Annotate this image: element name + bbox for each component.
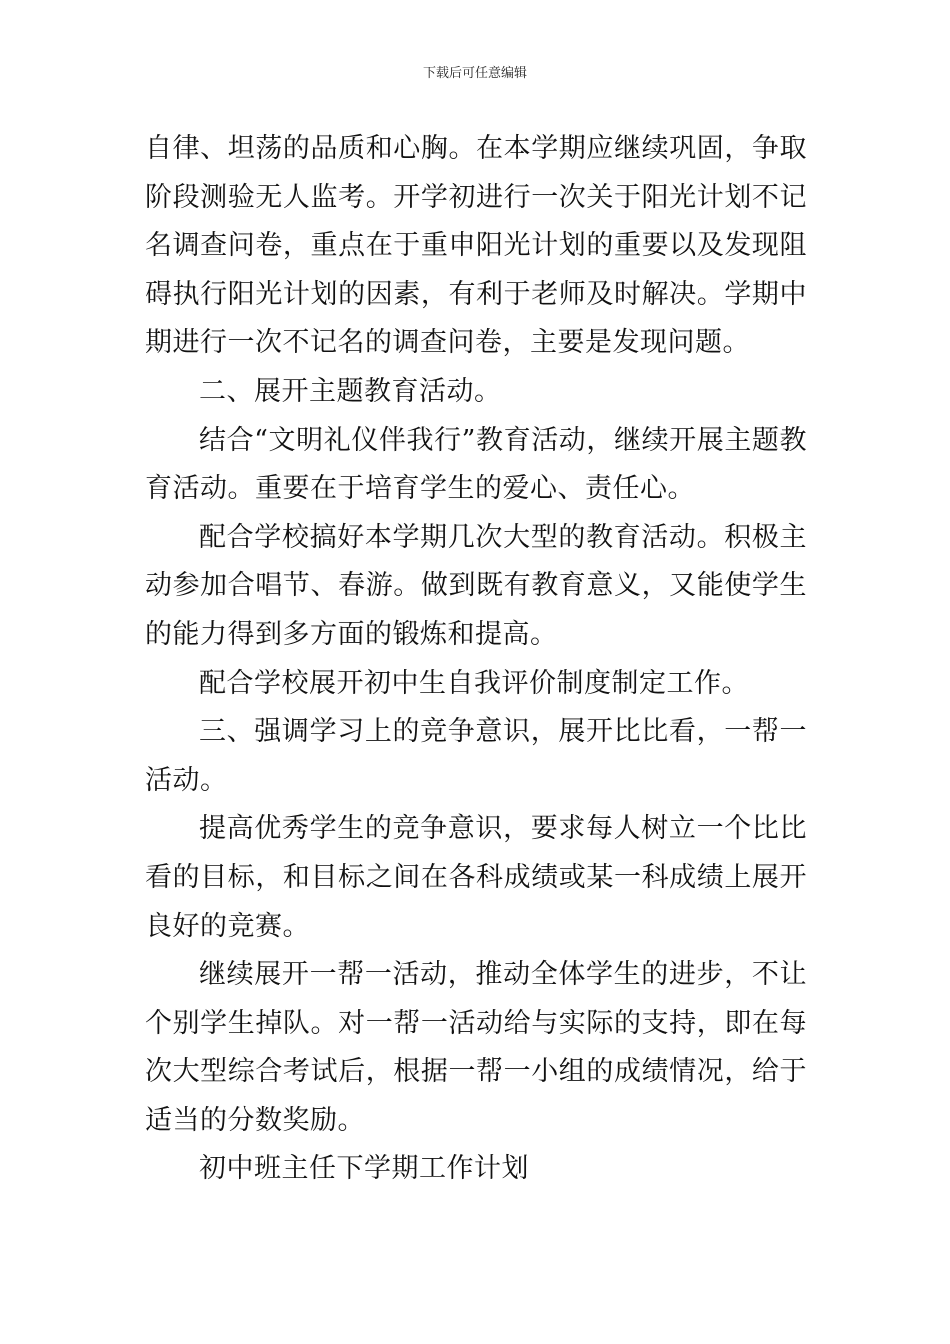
paragraph: 结合“文明礼仪伴我行”教育活动，继续开展主题教育活动。重要在于培育学生的爱心、责任心。 <box>145 424 807 505</box>
document-title: 初中班主任下学期工作计划 <box>199 1153 529 1185</box>
section-heading-2: 二、展开主题教育活动。 <box>199 375 502 407</box>
paragraph: 提高优秀学生的竞争意识，要求每人树立一个比比看的目标，和目标之间在各科成绩或某一科成绩上展开良好的竞赛。 <box>145 813 807 942</box>
paragraph: 继续展开一帮一活动，推动全体学生的进步，不让个别学生掉队。对一帮一活动给与实际的支持，即在每次大型综合考试后，根据一帮一小组的成绩情况，给于适当的分数奖励。 <box>145 959 807 1136</box>
document-body <box>145 125 807 1194</box>
section-heading-3: 三、强调学习上的竞争意识，展开比比看，一帮一活动。 <box>145 716 807 796</box>
paragraph: 配合学校展开初中生自我评价制度制定工作。 <box>199 667 749 699</box>
paragraph-continuation: 自律、坦荡的品质和心胸。在本学期应继续巩固，争取阶段测验无人监考。开学初进行一次关于阳光计划不记名调查问卷，重点在于重申阳光计划的重要以及发现阻碍执行阳光计划的因素，有利于老师及时解决。学期中期进行一次不记名的调查问卷，主要是发现问题。 <box>145 133 807 359</box>
page-header: 下载后可任意编辑 <box>422 66 527 81</box>
paragraph: 配合学校搞好本学期几次大型的教育活动。积极主动参加合唱节、春游。做到既有教育意义，又能使学生的能力得到多方面的锻炼和提高。 <box>145 521 807 650</box>
